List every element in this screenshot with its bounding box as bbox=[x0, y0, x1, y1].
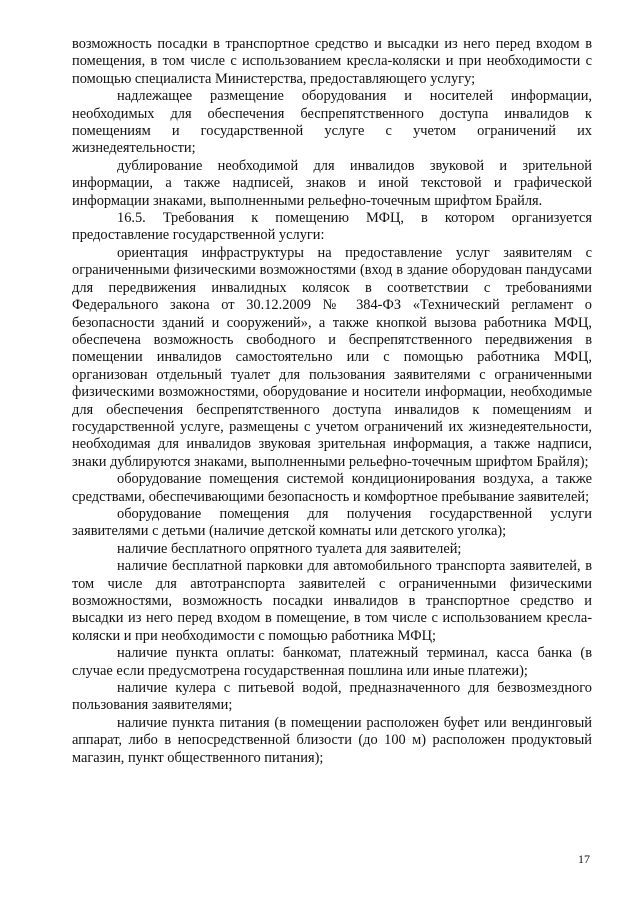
paragraph-7: оборудование помещения для получения государственной услуги заявителями с детьми (наличие детской комнаты или детского уголка); bbox=[72, 505, 592, 540]
paragraph-10: наличие пункта оплаты: банкомат, платежный терминал, касса банка (в случае если предусмотрена государственная пошлина или иные платежи); bbox=[72, 645, 592, 679]
paragraph-8: наличие бесплатного опрятного туалета для заявителей; bbox=[117, 540, 462, 557]
page-number: 17 bbox=[578, 852, 590, 866]
section-16-5-heading: 16.5. Требования к помещению МФЦ, в котором организуется предоставление государственной услуги: bbox=[72, 210, 592, 244]
paragraph-11: наличие кулера с питьевой водой, предназначенного для безвозмездного пользования заявителями; bbox=[72, 680, 592, 714]
paragraph-5: ориентация инфраструктуры на предоставление услуг заявителям с ограниченными физическими возможностями (вход в здание оборудован пандусами для передвижения инвалидных колясок в соответствии с требованиями Федерального закона от 30.12.2009 № 384-ФЗ «Технический регламент о безопасности зданий и сооружений», а также кнопкой вызова работника МФЦ, обеспечена возможность свободного и беспрепятственного передвижения в помещении инвалидов самостоятельно или с помощью работника МФЦ, организован отдельный туалет для пользования заявителями с ограниченными физическими возможностями, оборудование и носители информации, необходимые для обеспечения беспрепятственного доступа инвалидов к помещениям и государственной услуге, размещены с учетом ограничений их жизнедеятельности, необходимая для инвалидов звуковая зрительная информация, а также надписи, знаки дублируются знаками, выполненными рельефно-точечным шрифтом Брайля); bbox=[72, 244, 592, 470]
paragraph-2: надлежащее размещение оборудования и носителей информации, необходимых для обеспечения беспрепятственного доступа инвалидов к помещениям и государственной услуге с учетом ограничений их жизнедеятельности; bbox=[72, 88, 592, 157]
paragraph-1: возможность посадки в транспортное средство и высадки из него перед входом в помещения, в том числе с использованием кресла-коляски и при необходимости с помощью специалиста Министерства, предоставляющего услугу; bbox=[72, 36, 592, 87]
paragraph-12: наличие пункта питания (в помещении расположен буфет или вендинговый аппарат, либо в непосредственной близости (до 100 м) расположен продуктовый магазин, пункт общественного питания); bbox=[72, 714, 592, 766]
paragraph-6: оборудование помещения системой кондиционирования воздуха, а также средствами, обеспечивающими безопасность и комфортное пребывание заявителей; bbox=[72, 471, 592, 505]
paragraph-9: наличие бесплатной парковки для автомобильного транспорта заявителей, в том числе для автотранспорта заявителей с ограниченными физическими возможностями, возможность посадки инвалидов в транспортное средство и высадки из него перед входом в помещение, в том числе с использованием кресла-коляски и при необходимости с помощью работника МФЦ; bbox=[72, 558, 592, 644]
paragraph-3: дублирование необходимой для инвалидов звуковой и зрительной информации, а также надписей, знаков и иной текстовой и графической информации знаками, выполненными рельефно-точечным шрифтом Брайля. bbox=[72, 157, 592, 209]
